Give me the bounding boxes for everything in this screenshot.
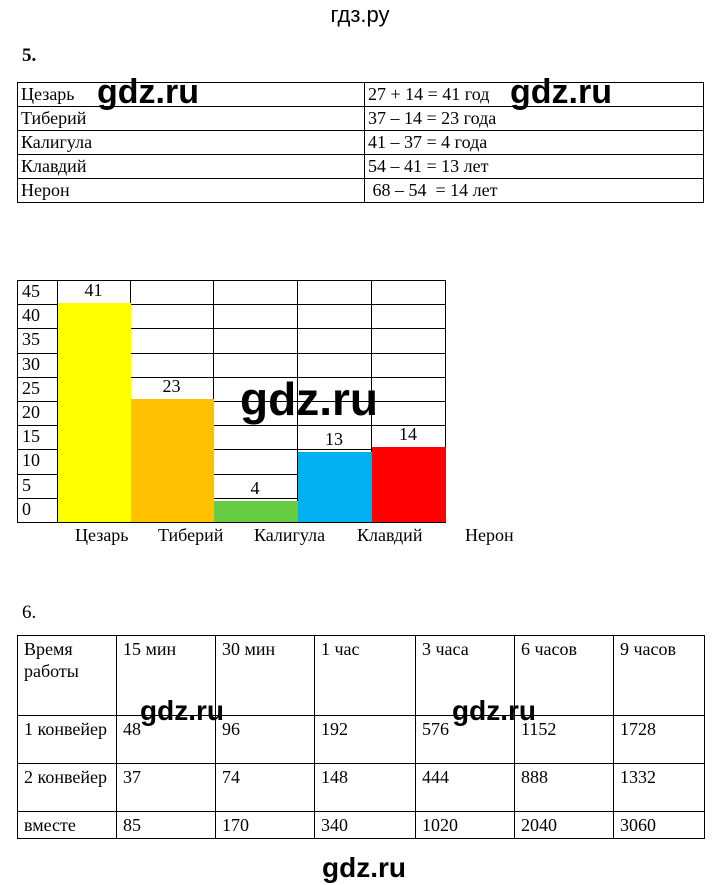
- grid-cell: [17, 449, 58, 474]
- grid-cell: [213, 280, 298, 305]
- grid-cell: [213, 449, 298, 474]
- table-cell: 85: [117, 812, 216, 839]
- y-tick-label: 30: [22, 353, 40, 374]
- grid-cell: [371, 474, 446, 499]
- y-tick-label: 25: [22, 377, 40, 398]
- x-category-label: Нерон: [465, 525, 514, 545]
- header-cell: 9 часов: [614, 636, 705, 716]
- table-cell: 2040: [515, 812, 614, 839]
- grid-cell: [371, 353, 446, 378]
- grid-cell: [371, 304, 446, 329]
- grid-cell: [297, 425, 372, 450]
- x-category-label: Тиберий: [158, 525, 224, 545]
- task-6-table: [17, 635, 705, 839]
- y-tick-label: 5: [22, 474, 31, 495]
- site-header[interactable]: гдз.ру: [330, 2, 390, 27]
- grid-cell: [297, 328, 372, 353]
- table-cell: 1728: [614, 716, 705, 764]
- grid-cell: [297, 280, 372, 305]
- grid-cell: [297, 498, 372, 523]
- header-cell: 3 часа: [416, 636, 515, 716]
- header-cell: 1 час: [315, 636, 416, 716]
- table-cell: 192: [315, 716, 416, 764]
- task-5-number: 5.: [22, 45, 37, 66]
- header-cell: 6 часов: [515, 636, 614, 716]
- table-header-row: [18, 636, 705, 716]
- bar-value-label: 23: [162, 375, 181, 396]
- row-label-cell: 2 конвейер: [18, 764, 117, 812]
- grid-cell: [57, 425, 131, 450]
- task-6-number: 6.: [22, 602, 37, 623]
- ruler-name-cell: Калигула: [18, 131, 365, 155]
- grid-cell: [57, 328, 131, 353]
- calc-cell: 68 – 54 = 14 лет: [365, 179, 704, 203]
- watermark-logo: gdz.ru: [97, 73, 199, 111]
- bar-value-label: 13: [325, 429, 343, 450]
- table-cell: 888: [515, 764, 614, 812]
- watermark-logo: gdz.ru: [322, 852, 406, 883]
- grid-cell: [57, 280, 131, 305]
- grid-cell: [371, 401, 446, 426]
- grid-cell: [17, 377, 58, 402]
- bar-2: [131, 399, 214, 522]
- calc-cell: 41 – 37 = 4 года: [365, 131, 704, 155]
- grid-cell: [130, 304, 214, 329]
- y-tick-label: 10: [22, 450, 40, 471]
- grid-cell: [17, 353, 58, 378]
- x-category-label: Калигула: [254, 525, 326, 545]
- calc-cell: 54 – 41 = 13 лет: [365, 155, 704, 179]
- grid-cell: [130, 474, 214, 499]
- grid-cell: [213, 304, 298, 329]
- bar-4: [298, 452, 372, 522]
- watermark-logo: gdz.ru: [240, 373, 378, 425]
- grid-cell: [57, 401, 131, 426]
- table-cell: 170: [216, 812, 315, 839]
- bar-value-label: 41: [84, 279, 103, 300]
- grid-cell: [130, 328, 214, 353]
- grid-cell: [130, 280, 214, 305]
- table-cell: 444: [416, 764, 515, 812]
- grid-cell: [17, 425, 58, 450]
- y-tick-label: 45: [22, 281, 40, 301]
- ruler-name-cell: Тиберий: [18, 107, 365, 131]
- grid-cell: [297, 474, 372, 499]
- x-category-label: Клавдий: [357, 525, 423, 545]
- table-cell: 96: [216, 716, 315, 764]
- grid-cell: [213, 328, 298, 353]
- table-row: [18, 764, 705, 812]
- y-tick-label: 40: [22, 305, 40, 326]
- grid-cell: [371, 280, 446, 305]
- bar-1: [58, 303, 131, 522]
- y-tick-label: 15: [22, 426, 40, 447]
- grid-cell: [17, 474, 58, 499]
- grid-cell: [57, 474, 131, 499]
- table-cell: 148: [315, 764, 416, 812]
- ruler-name-cell: Цезарь: [18, 83, 365, 107]
- grid-cell: [213, 474, 298, 499]
- table-row: [18, 131, 704, 155]
- grid-cell: [130, 425, 214, 450]
- ruler-name-cell: Нерон: [18, 179, 365, 203]
- calc-cell: 27 + 14 = 41 год: [365, 83, 704, 107]
- grid-cell: [57, 498, 131, 523]
- table-cell: 1152: [515, 716, 614, 764]
- table-cell: 1020: [416, 812, 515, 839]
- grid-cell: [213, 425, 298, 450]
- y-tick-label: 35: [22, 329, 40, 350]
- row-label-cell: 1 конвейер: [18, 716, 117, 764]
- table-row: [18, 155, 704, 179]
- watermark-logo: gdz.ru: [452, 695, 536, 726]
- table-cell: 74: [216, 764, 315, 812]
- grid-cell: [57, 304, 131, 329]
- grid-cell: [371, 377, 446, 402]
- header-cell: 30 мин: [216, 636, 315, 716]
- table-row: [18, 716, 705, 764]
- grid-cell: [371, 449, 446, 474]
- table-cell: 48: [117, 716, 216, 764]
- y-tick-label: 0: [22, 498, 31, 519]
- grid-cell: [130, 449, 214, 474]
- grid-cell: [17, 304, 58, 329]
- grid-cell: [130, 498, 214, 523]
- grid-cell: [57, 377, 131, 402]
- grid-cell: [57, 449, 131, 474]
- calc-cell: 37 – 14 = 23 года: [365, 107, 704, 131]
- grid-cell: [213, 498, 298, 523]
- grid-cell: [17, 328, 58, 353]
- header-cell: 15 мин: [117, 636, 216, 716]
- grid-cell: [297, 449, 372, 474]
- grid-cell: [17, 498, 58, 523]
- bar-5: [372, 447, 446, 522]
- y-tick-label: 20: [22, 402, 40, 422]
- grid-cell: [17, 280, 58, 305]
- table-cell: 1332: [614, 764, 705, 812]
- grid-cell: [371, 328, 446, 353]
- bar-value-label: 4: [250, 477, 260, 498]
- watermark-logo: gdz.ru: [140, 695, 224, 726]
- grid-cell: [130, 353, 214, 378]
- ruler-name-cell: Клавдий: [18, 155, 365, 179]
- row-label-cell: вместе: [18, 812, 117, 839]
- header-cell: Время работы: [18, 636, 117, 716]
- table-cell: 3060: [614, 812, 705, 839]
- bar-3: [214, 501, 298, 522]
- grid-cell: [130, 401, 214, 426]
- table-cell: 37: [117, 764, 216, 812]
- bar-value-label: 14: [399, 424, 417, 445]
- grid-cell: [17, 401, 58, 426]
- table-cell: 576: [416, 716, 515, 764]
- table-cell: 340: [315, 812, 416, 839]
- grid-cell: [371, 498, 446, 523]
- table-row: [18, 179, 704, 203]
- grid-cell: [57, 353, 131, 378]
- grid-cell: [297, 304, 372, 329]
- grid-cell: [130, 377, 214, 402]
- table-row: [18, 812, 705, 839]
- watermark-logo: gdz.ru: [510, 73, 612, 111]
- x-category-label: Цезарь: [75, 525, 129, 545]
- grid-cell: [371, 425, 446, 450]
